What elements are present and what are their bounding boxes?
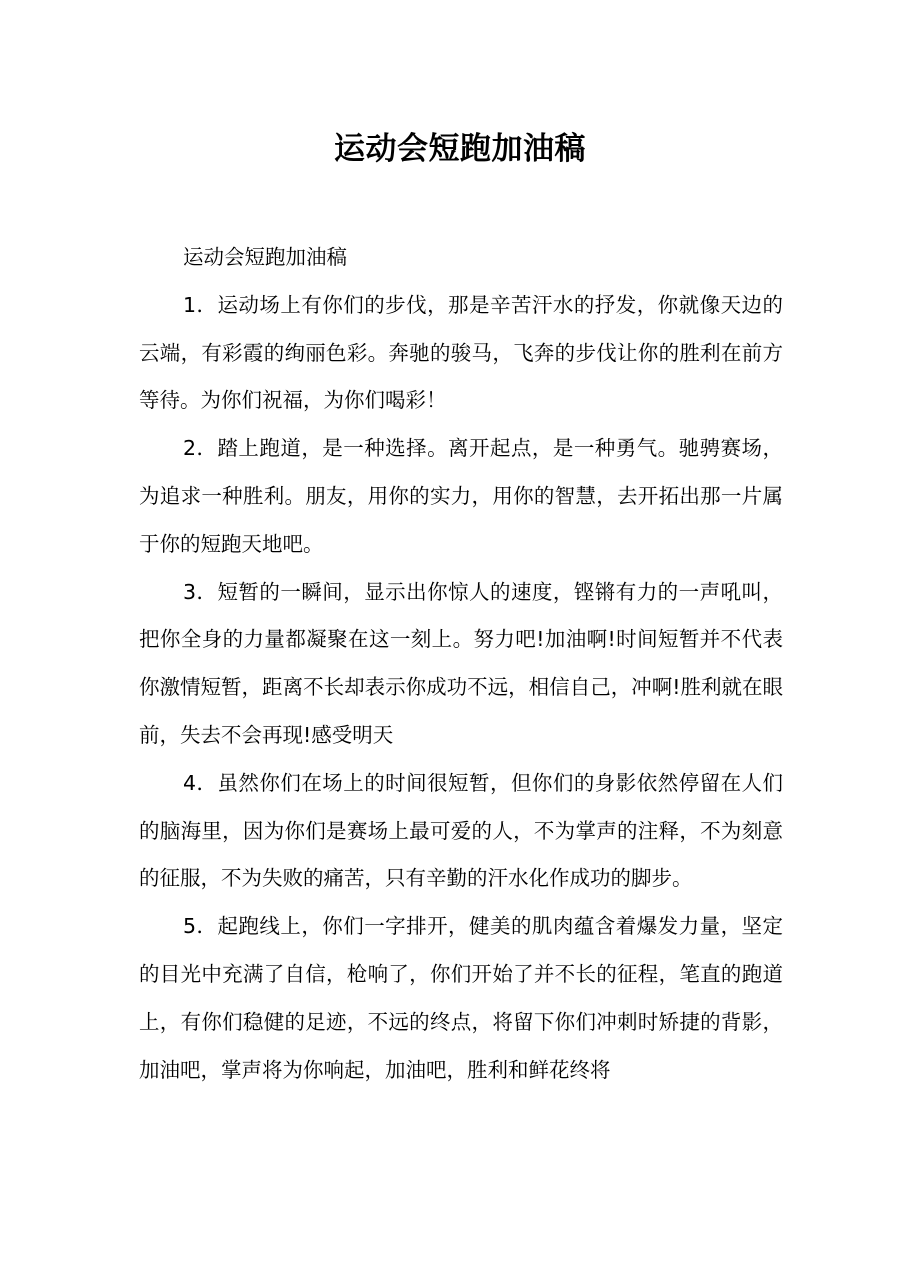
document-title: 运动会短跑加油稿	[334, 131, 586, 167]
paragraph-3: 3．短暂的一瞬间，显示出你惊人的速度，铿锵有力的一声吼叫，把你全身的力量都凝聚在这一刻上。努力吧!加油啊!时间短暂并不代表你激情短暂，距离不长却表示你成功不远，相信自己，冲啊!胜利就在眼前，失去不会再现!感受明天	[139, 579, 783, 747]
paragraph-5: 5．起跑线上，你们一字排开，健美的肌肉蕴含着爆发力量，坚定的目光中充满了自信，枪响了，你们开始了并不长的征程，笔直的跑道上，有你们稳健的足迹，不远的终点，将留下你们冲刺时矫捷的背影，加油吧，掌声将为你响起，加油吧，胜利和鲜花终将	[139, 914, 783, 1082]
document-body	[139, 234, 783, 1094]
paragraph-subtitle: 运动会短跑加油稿	[183, 245, 347, 269]
paragraph-2: 2．踏上跑道，是一种选择。离开起点，是一种勇气。驰骋赛场，为追求一种胜利。朋友，用你的实力，用你的智慧，去开拓出那一片属于你的短跑天地吧。	[139, 436, 783, 556]
paragraph-1: 1．运动场上有你们的步伐，那是辛苦汗水的抒发，你就像天边的云端，有彩霞的绚丽色彩。奔驰的骏马，飞奔的步伐让你的胜利在前方等待。为你们祝福，为你们喝彩！	[139, 292, 783, 413]
paragraph-4: 4．虽然你们在场上的时间很短暂，但你们的身影依然停留在人们的脑海里，因为你们是赛场上最可爱的人，不为掌声的注释，不为刻意的征服，不为失败的痛苦，只有辛勤的汗水化作成功的脚步。	[139, 770, 783, 891]
